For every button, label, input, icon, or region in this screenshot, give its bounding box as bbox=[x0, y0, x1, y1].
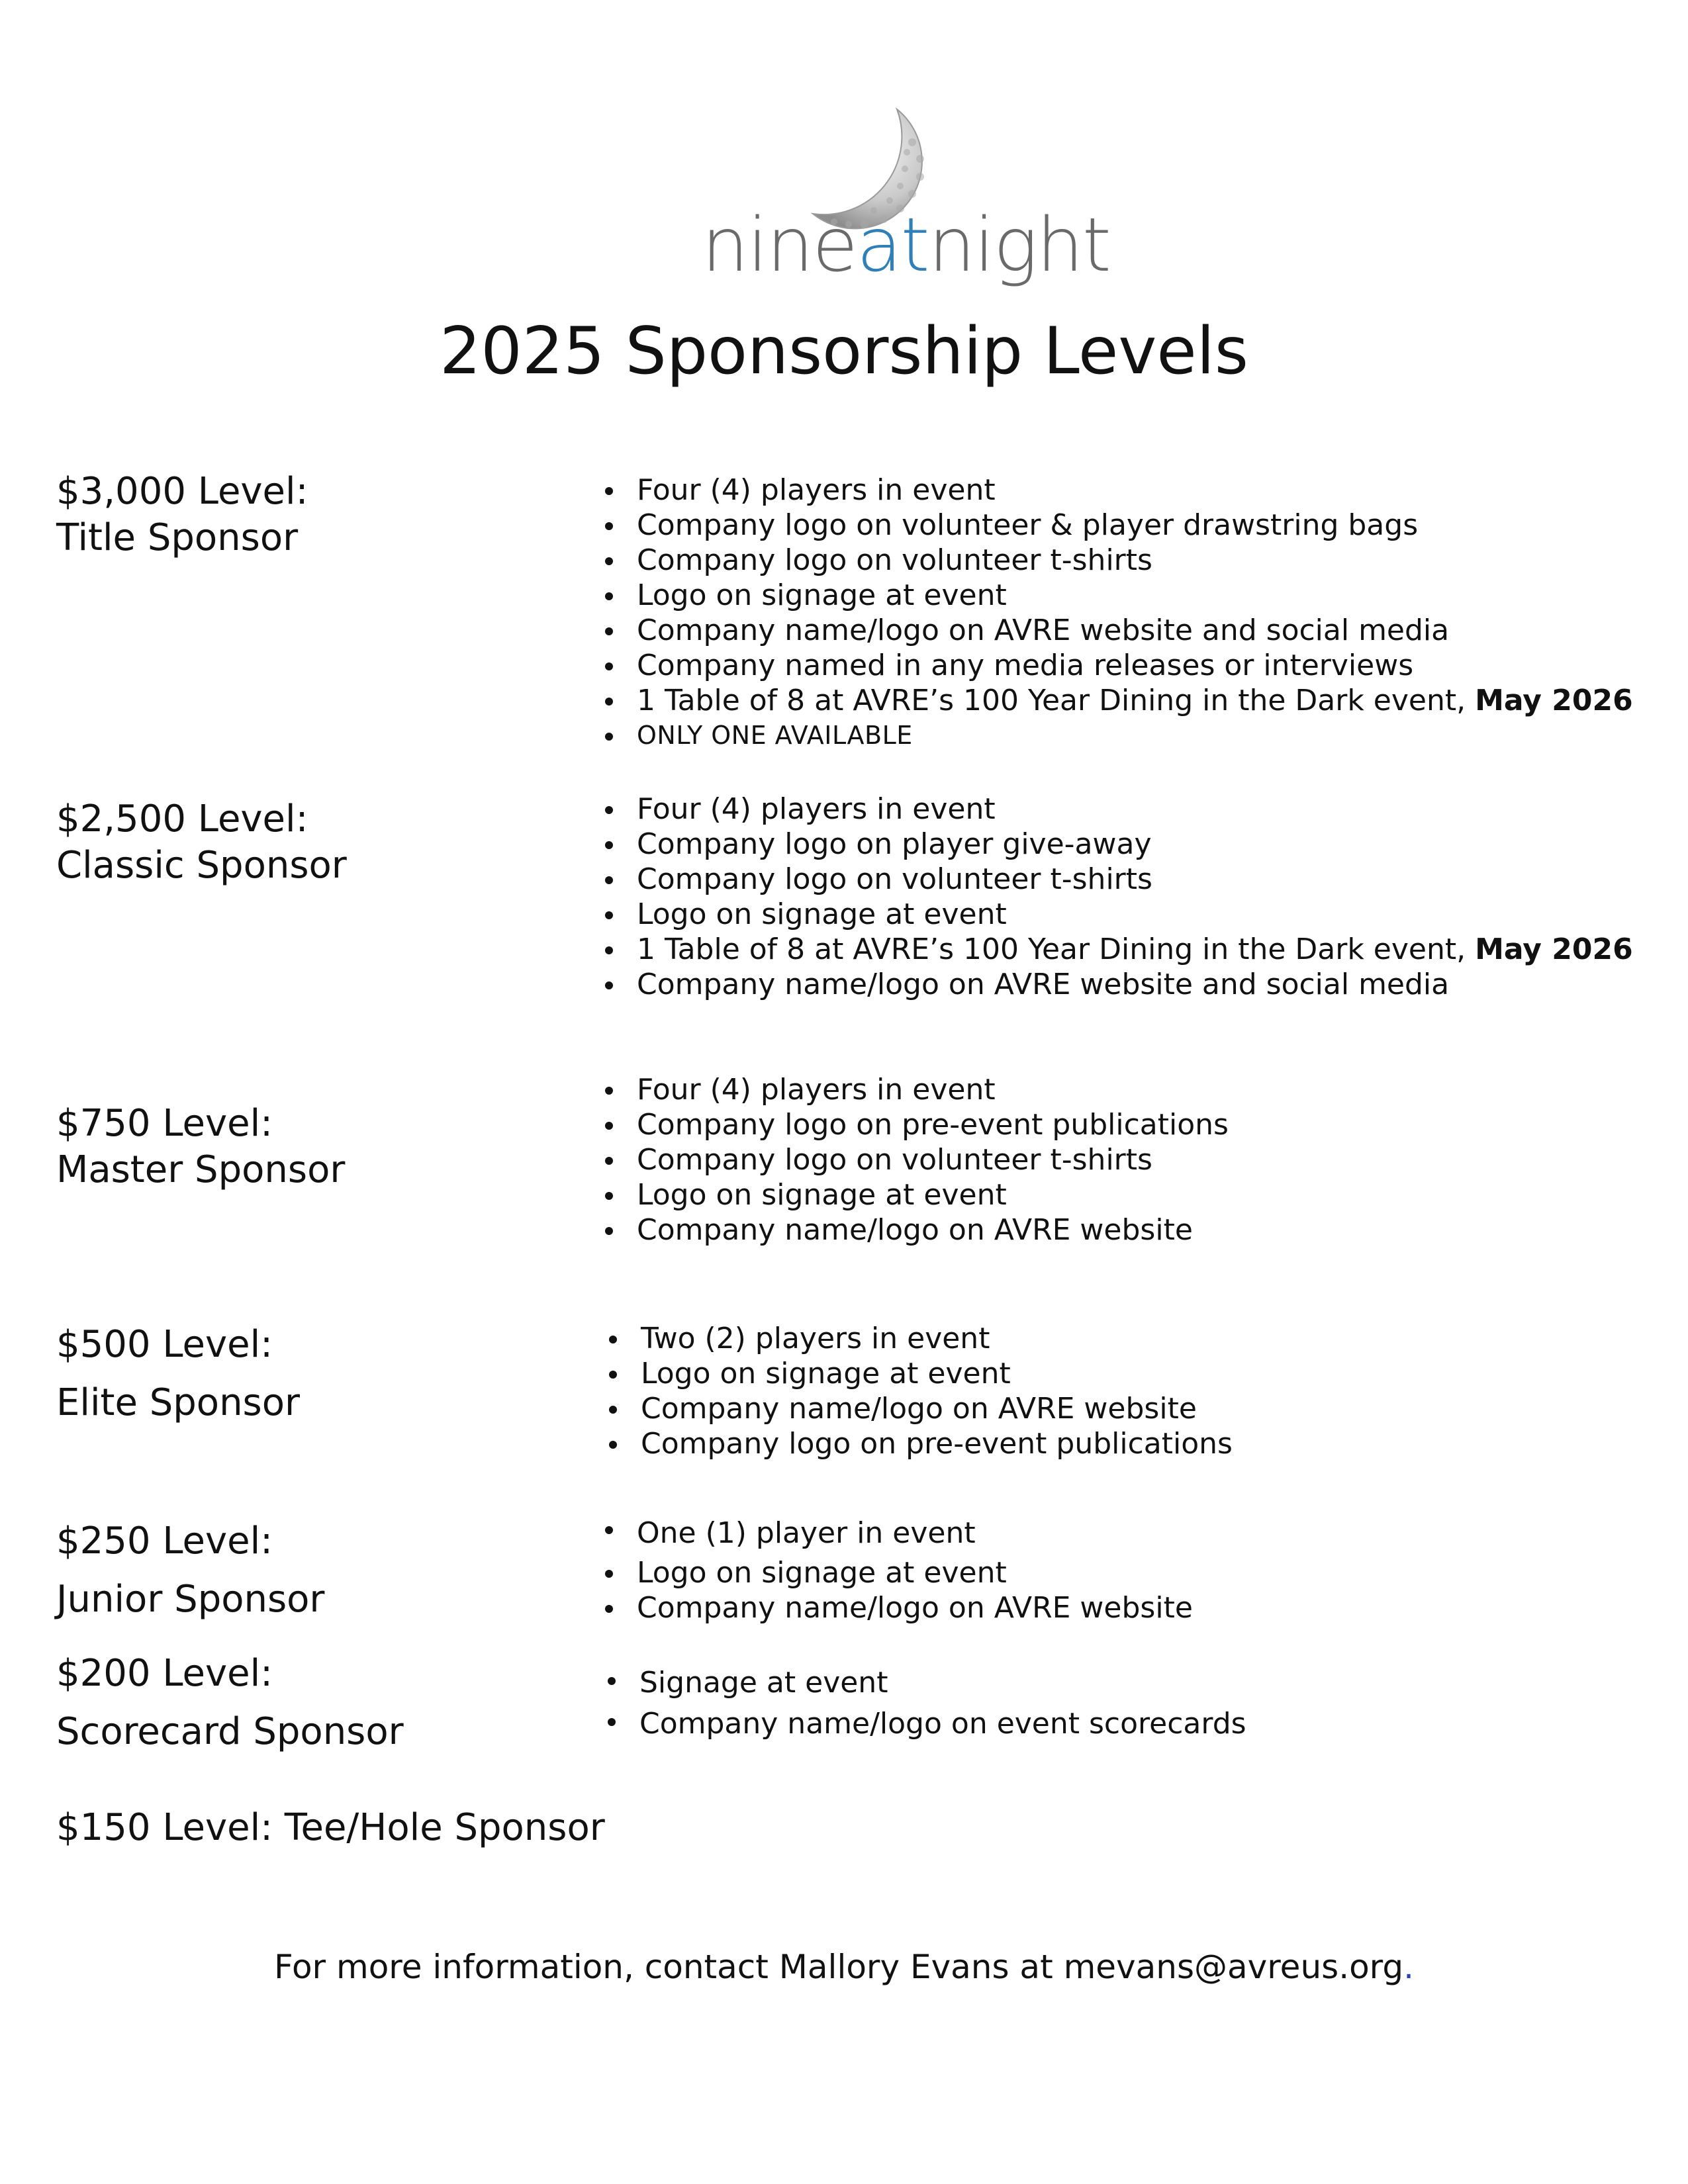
level-elite-sponsor bbox=[56, 1316, 300, 1432]
level-name: Elite Sponsor bbox=[56, 1381, 301, 1424]
benefit-item: Company name/logo on event scorecards bbox=[598, 1704, 1246, 1745]
level-amount: $750 Level: bbox=[56, 1102, 273, 1145]
benefit-item: Company logo on volunteer t-shirts bbox=[596, 1142, 1229, 1177]
benefits-list-scorecard bbox=[598, 1662, 1246, 1745]
benefit-item: Logo on signage at event bbox=[596, 1555, 1193, 1590]
benefits-list-junior bbox=[596, 1512, 1193, 1625]
benefit-item: Four (4) players in event bbox=[596, 792, 1633, 827]
level-classic-sponsor bbox=[56, 796, 347, 889]
logo-wordmark: nineatnight bbox=[702, 203, 1110, 289]
page-title: 2025 Sponsorship Levels bbox=[440, 314, 1248, 389]
benefit-item: Signage at event bbox=[598, 1662, 1246, 1704]
benefit-item: Company logo on volunteer & player drawstring bags bbox=[596, 508, 1633, 543]
benefit-item: Company name/logo on AVRE website bbox=[600, 1391, 1233, 1426]
benefits-list-classic bbox=[596, 792, 1633, 1002]
benefit-item: Company name/logo on AVRE website and social media bbox=[596, 613, 1633, 648]
level-name: Junior Sponsor bbox=[56, 1578, 325, 1621]
level-scorecard-sponsor bbox=[56, 1645, 404, 1761]
level-junior-sponsor bbox=[56, 1512, 324, 1629]
level-amount: $250 Level: bbox=[56, 1520, 273, 1563]
benefit-item: Logo on signage at event bbox=[596, 1177, 1229, 1212]
contact-footer: For more information, contact Mallory Evans at mevans@avreus.org. bbox=[273, 1948, 1414, 1986]
level-amount: $2,500 Level: bbox=[56, 797, 308, 841]
benefits-list-master bbox=[596, 1072, 1229, 1248]
level-name: Classic Sponsor bbox=[56, 844, 347, 887]
benefit-item: Company name/logo on AVRE website and social media bbox=[596, 967, 1633, 1002]
benefit-item: Two (2) players in event bbox=[600, 1321, 1233, 1356]
level-name: Title Sponsor bbox=[56, 516, 299, 559]
benefits-list-title bbox=[596, 473, 1633, 753]
level-name: Master Sponsor bbox=[56, 1148, 346, 1191]
benefit-item: 1 Table of 8 at AVRE’s 100 Year Dining in the Dark event, May 2026 bbox=[596, 932, 1633, 967]
benefit-item: Company name/logo on AVRE website bbox=[596, 1212, 1229, 1248]
level-name: Scorecard Sponsor bbox=[56, 1710, 404, 1753]
benefit-item: Logo on signage at event bbox=[600, 1356, 1233, 1391]
level-title-sponsor bbox=[56, 469, 308, 561]
benefit-item: Company logo on pre-event publications bbox=[596, 1107, 1229, 1142]
level-amount: $500 Level: bbox=[56, 1323, 273, 1366]
level-amount: $200 Level: bbox=[56, 1652, 273, 1695]
benefit-item: 1 Table of 8 at AVRE’s 100 Year Dining in the Dark event, May 2026 bbox=[596, 683, 1633, 718]
benefit-item: ONLY ONE AVAILABLE bbox=[596, 718, 1633, 753]
level-tee-hole-sponsor bbox=[56, 1805, 605, 1851]
benefit-item: Company name/logo on AVRE website bbox=[596, 1590, 1193, 1625]
level-amount: $150 Level: Tee/Hole Sponsor bbox=[56, 1806, 605, 1849]
level-master-sponsor bbox=[56, 1101, 345, 1193]
level-amount: $3,000 Level: bbox=[56, 470, 308, 513]
benefits-list-elite bbox=[600, 1321, 1233, 1461]
benefit-item: One (1) player in event bbox=[596, 1512, 1193, 1555]
benefit-item: Four (4) players in event bbox=[596, 1072, 1229, 1107]
benefit-item: Company named in any media releases or interviews bbox=[596, 648, 1633, 683]
benefit-item: Logo on signage at event bbox=[596, 897, 1633, 932]
benefit-item: Company logo on volunteer t-shirts bbox=[596, 543, 1633, 578]
benefit-item: Company logo on player give-away bbox=[596, 827, 1633, 862]
benefit-item: Four (4) players in event bbox=[596, 473, 1633, 508]
benefit-item: Logo on signage at event bbox=[596, 578, 1633, 613]
benefit-item: Company logo on volunteer t-shirts bbox=[596, 862, 1633, 897]
nineatnight-logo bbox=[702, 103, 1110, 308]
benefit-item: Company logo on pre-event publications bbox=[600, 1426, 1233, 1461]
